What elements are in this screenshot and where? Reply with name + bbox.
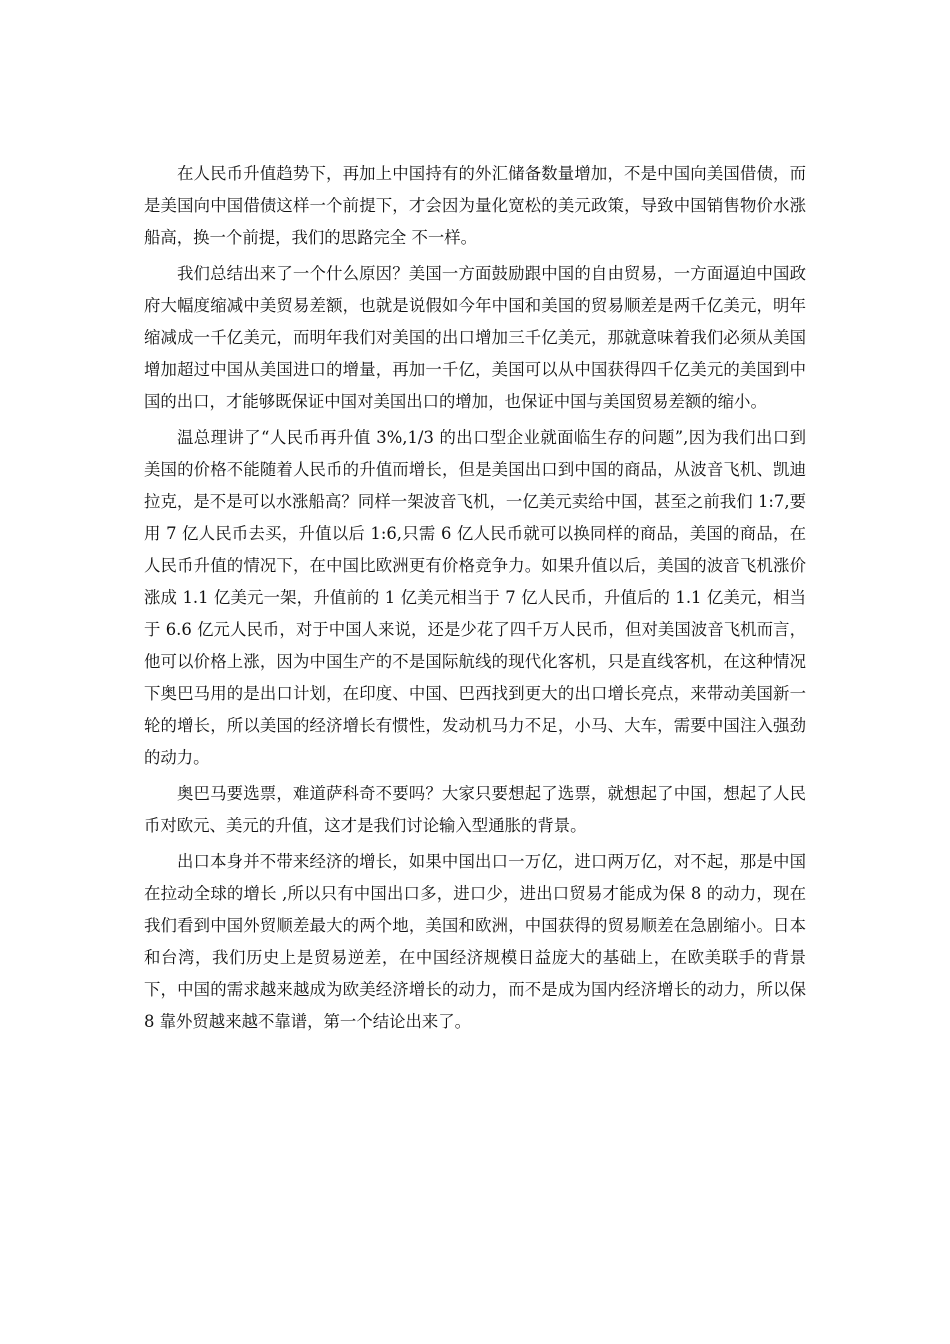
paragraph-3: 温总理讲了“人民币再升值 3%,1/3 的出口型企业就面临生存的问题”,因为我们出口到美国的价格不能随着人民币的升值而增长，但是美国出口到中国的商品，从波音飞机、凯迪拉克，是不是可以水涨船高？同样一架波音飞机，一亿美元卖给中国，甚至之前我们 1:7,要用 7 亿人民币去买，升值以后 1:6,只需 6 亿人民币就可以换同样的商品，美国的商品，在人民币升值的情况下，在中国比欧洲更有价格竞争力。如果升值以后，美国的波音飞机涨价涨成 1.1 亿美元一架，升值前的 1 亿美元相当于 7 亿人民币，升值后的 1.1 亿美元，相当于 6.6 亿元人民币，对于中国人来说，还是少花了四千万人民币，但对美国波音飞机而言，他可以价格上涨，因为中国生产的不是国际航线的现代化客机，只是直线客机，在这种情况下奥巴马用的是出口计划，在印度、中国、巴西找到更大的出口增长亮点，来带动美国新一轮的增长，所以美国的经济增长有惯性，发动机马力不足，小马、大车，需要中国注入强劲的动力。 (144, 428, 806, 767)
document-page (144, 158, 806, 1042)
paragraph-5: 出口本身并不带来经济的增长，如果中国出口一万亿，进口两万亿，对不起，那是中国在拉动全球的增长 ,所以只有中国出口多，进口少，进出口贸易才能成为保 8 的动力，现在我们看到中国外贸顺差最大的两个地，美国和欧洲，中国获得的贸易顺差在急剧缩小。日本和台湾，我们历史上是贸易逆差，在中国经济规模日益庞大的基础上，在欧美联手的背景下，中国的需求越来越成为欧美经济增长的动力，而不是成为国内经济增长的动力，所以保 8 靠外贸越来越不靠谱，第一个结论出来了。 (144, 852, 806, 1031)
paragraph-2: 我们总结出来了一个什么原因？美国一方面鼓励跟中国的自由贸易，一方面逼迫中国政府大幅度缩减中美贸易差额，也就是说假如今年中国和美国的贸易顺差是两千亿美元，明年缩减成一千亿美元，而明年我们对美国的出口增加三千亿美元，那就意味着我们必须从美国增加超过中国从美国进口的增量，再加一千亿，美国可以从中国获得四千亿美元的美国到中国的出口，才能够既保证中国对美国出口的增加，也保证中国与美国贸易差额的缩小。 (144, 264, 806, 411)
paragraph-1: 在人民币升值趋势下，再加上中国持有的外汇储备数量增加，不是中国向美国借债，而是美国向中国借债这样一个前提下，才会因为量化宽松的美元政策，导致中国销售物价水涨船高，换一个前提，我们的思路完全 不一样。 (144, 164, 806, 247)
paragraph-4: 奥巴马要选票，难道萨科奇不要吗？大家只要想起了选票，就想起了中国，想起了人民币对欧元、美元的升值，这才是我们讨论输入型通胀的背景。 (144, 784, 806, 835)
